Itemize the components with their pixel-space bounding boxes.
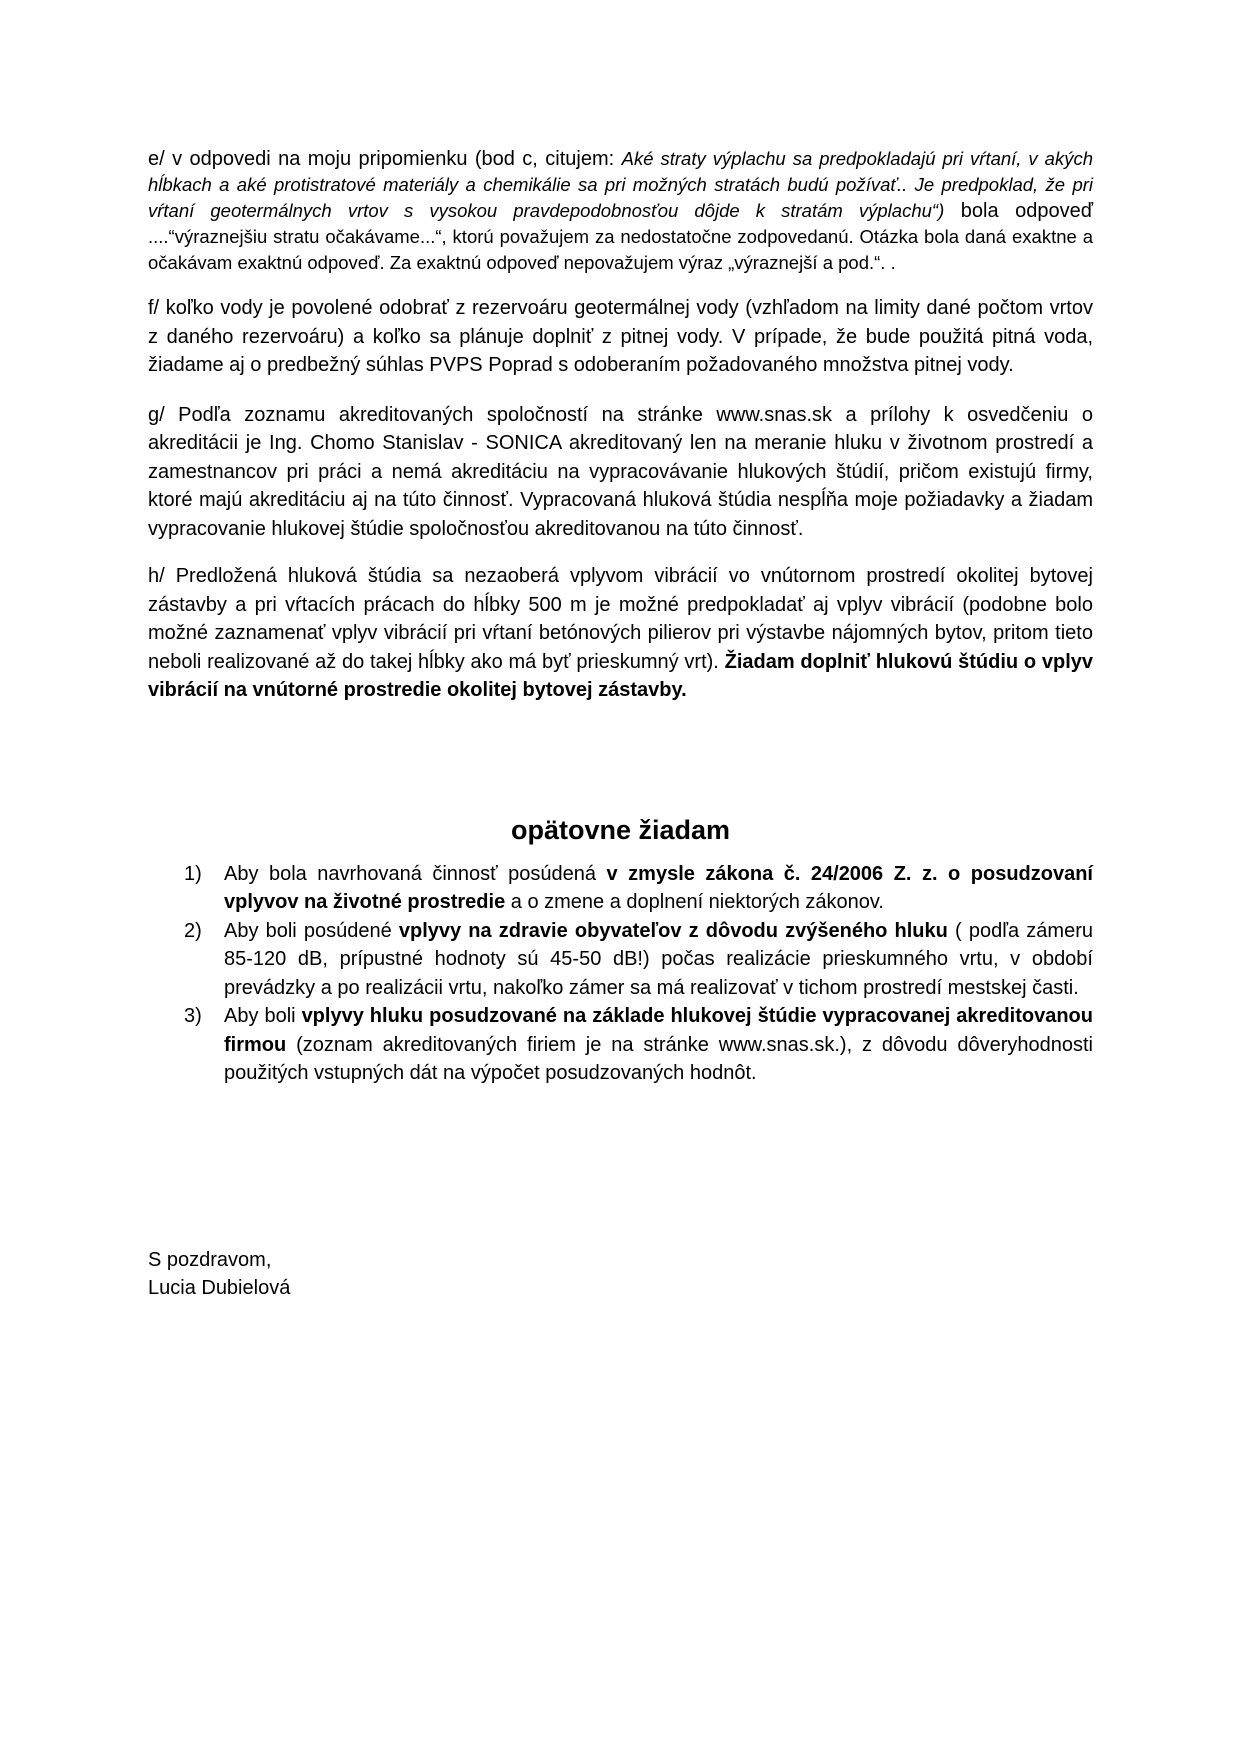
request-text: ( podľa zámeru 85-120 dB, prípustné hodnoty sú 45-50 dB!) počas realizácie prieskumného vrtu, v období prevádzky a po realizácii vrtu, nakoľko zámer sa má realizovať v tichom prostredí mestskej časti. — [224, 919, 1093, 999]
request-text: Aby boli — [224, 1005, 302, 1027]
request-number: 1) — [184, 862, 202, 885]
paragraph-e — [148, 146, 1093, 276]
paragraph-e-rest: ....“výraznejšiu stratu očakávame...“, ktorú považujem za nedostatočne zodpovedanú. Otázka bola daná exaktne a očakávam exaktnú odpoveď. Za exaktnú odpoveď nepovažujem výraz „výraznejší a pod.“. . — [148, 226, 1093, 273]
paragraph-e-answer-label: bola odpoveď — [944, 200, 1093, 222]
paragraph-h-bold: Žiadam doplniť hlukovú štúdiu o vplyv vibrácií na vnútorné prostredie okolitej bytovej zástavby. — [148, 650, 1093, 701]
request-bold-text: vplyvy na zdravie obyvateľov z dôvodu zvýšeného hluku — [398, 919, 948, 942]
request-text: Aby bola navrhovaná činnosť posúdená — [224, 862, 607, 885]
request-number: 2) — [184, 919, 202, 942]
request-bold-text: v zmysle zákona č. 24/2006 Z. z. o posudzovaní vplyvov na životné prostredie — [224, 862, 1093, 913]
request-bold-text: vplyvy hluku posudzované na základe hlukovej štúdie vypracovanej akreditovanou firmou — [224, 1005, 1093, 1056]
request-item-3 — [148, 1002, 1093, 1088]
closing-greeting: S pozdravom, — [148, 1248, 272, 1271]
paragraph-g: g/ Podľa zoznamu akreditovaných spoločností na stránke www.snas.sk a prílohy k osvedčeniu o akreditácii je Ing. Chomo Stanislav - SONICA akreditovaný len na meranie hluku v životnom prostredí a zamestnancov pri práci a nemá akreditáciu na vypracovávanie hlukových štúdií, pričom existujú firmy, ktoré majú akreditáciu aj na túto činnosť. Vypracovaná hluková štúdia nespĺňa moje požiadavky a žiadam vypracovanie hlukovej štúdie spoločnosťou akreditovanou na túto činnosť. — [148, 403, 1093, 540]
requests-heading: opätovne žiadam — [510, 814, 731, 845]
paragraph-h — [148, 562, 1093, 705]
closing-block — [148, 1246, 1093, 1303]
paragraph-h-text: h/ Predložená hluková štúdia sa nezaoberá vplyvom vibrácií vo vnútornom prostredí okolitej bytovej zástavby a pri vŕtacích prácach do hĺbky 500 m je možné predpokladať aj vplyv vibrácií (podobne bolo možné zaznamenať vplyv vibrácií pri vŕtaní betónových pilierov pri výstavbe nájomných bytov, pritom tieto neboli realizované až do takej hĺbky ako má byť prieskumný vrt). — [148, 565, 1093, 673]
paragraph-e-intro: e/ v odpovedi na moju pripomienku (bod c, citujem: — [148, 148, 622, 170]
request-item-1 — [148, 860, 1093, 917]
request-text: (zoznam akreditovaných firiem je na stránke www.snas.sk.), z dôvodu dôveryhodnosti použitých vstupných dát na výpočet posudzovaných hodnôt. — [224, 1033, 1093, 1084]
signature-name: Lucia Dubielová — [148, 1277, 291, 1299]
paragraph-f: f/ koľko vody je povolené odobrať z rezervoáru geotermálnej vody (vzhľadom na limity dané počtom vrtov z daného rezervoáru) a koľko sa plánuje doplniť z pitnej vody. V prípade, že bude použitá pitná voda, žiadame aj o predbežný súhlas PVPS Poprad s odoberaním požadovaného množstva pitnej vody. — [148, 297, 1093, 376]
request-text: a o zmene a doplnení niektorých zákonov. — [505, 891, 884, 913]
request-text: Aby boli posúdené — [224, 919, 399, 942]
requests-list — [148, 860, 1093, 1088]
document-page — [148, 146, 1093, 1303]
paragraph-e-quote: Aké straty výplachu sa predpokladajú pri vŕtaní, v akých hĺbkach a aké protistratové materiály a chemikálie sa pri možných stratách budú požívať.. Je predpoklad, že pri vŕtaní geotermálnych vrtov s vysokou pravdepodobnosťou dôjde k stratám výplachu“) — [148, 148, 1094, 221]
request-number: 3) — [184, 1005, 202, 1027]
request-item-2 — [148, 917, 1093, 1003]
